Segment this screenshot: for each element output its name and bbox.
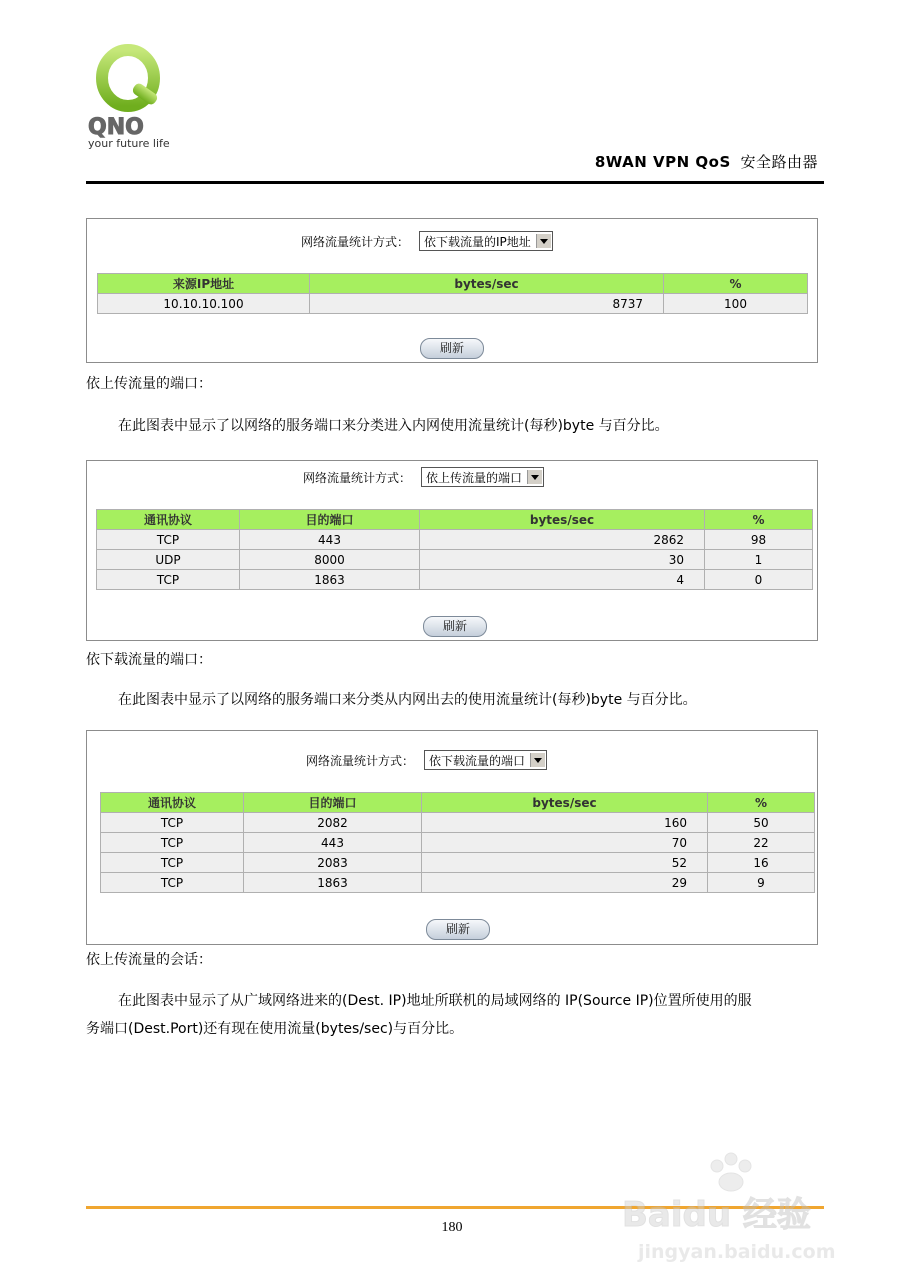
cell-percent: 1 xyxy=(705,550,813,570)
refresh-button[interactable]: 刷新 xyxy=(420,338,484,359)
table-row xyxy=(101,813,815,833)
cell-bytes: 52 xyxy=(422,853,708,873)
column-header: 来源IP地址 xyxy=(98,274,310,294)
cell-port: 8000 xyxy=(240,550,420,570)
column-header: 通讯协议 xyxy=(97,510,240,530)
qno-logo xyxy=(88,42,178,152)
cell-percent: 22 xyxy=(708,833,815,853)
method-label: 网络流量统计方式： xyxy=(301,234,410,249)
chevron-down-icon[interactable] xyxy=(527,470,542,484)
svg-text:Baidu 经验: Baidu 经验 xyxy=(622,1195,811,1235)
column-header: % xyxy=(705,510,813,530)
cell-bytes: 70 xyxy=(422,833,708,853)
svg-text:jingyan.baidu.com: jingyan.baidu.com xyxy=(638,1241,836,1263)
stats-table xyxy=(97,273,808,314)
column-header: 目的端口 xyxy=(244,793,422,813)
cell-percent: 50 xyxy=(708,813,815,833)
cell-bytes: 30 xyxy=(420,550,705,570)
table-row xyxy=(101,833,815,853)
method-label: 网络流量统计方式： xyxy=(303,470,412,485)
cell-bytes: 29 xyxy=(422,873,708,893)
cell-port: 1863 xyxy=(244,873,422,893)
section-heading: 依上传流量的端口： xyxy=(86,376,212,392)
cell-protocol: TCP xyxy=(101,833,244,853)
stats-table xyxy=(96,509,813,590)
refresh-button[interactable]: 刷新 xyxy=(423,616,487,637)
method-select[interactable]: 依下载流量的端口 xyxy=(424,750,547,770)
cell-percent: 9 xyxy=(708,873,815,893)
column-header: 通讯协议 xyxy=(101,793,244,813)
cell-percent: 0 xyxy=(705,570,813,590)
method-select[interactable]: 依上传流量的端口 xyxy=(421,467,544,487)
cell-bytes: 4 xyxy=(420,570,705,590)
baidu-watermark xyxy=(616,1150,856,1270)
header-rule xyxy=(86,181,824,184)
table-row xyxy=(97,550,813,570)
cell-protocol: TCP xyxy=(101,873,244,893)
cell-bytes: 8737 xyxy=(310,294,664,314)
traffic-panel-ip-download xyxy=(86,218,818,363)
cell-port: 443 xyxy=(244,833,422,853)
cell-protocol: UDP xyxy=(97,550,240,570)
stats-table xyxy=(100,792,815,893)
section-paragraph: 在此图表中显示了以网络的服务端口来分类从内网出去的使用流量统计(每秒)byte 与百分比。 xyxy=(118,692,697,708)
cell-protocol: TCP xyxy=(97,570,240,590)
cell-bytes: 160 xyxy=(422,813,708,833)
chevron-down-icon[interactable] xyxy=(530,753,545,767)
cell-percent: 100 xyxy=(664,294,808,314)
column-header: bytes/sec xyxy=(310,274,664,294)
column-header: bytes/sec xyxy=(420,510,705,530)
cell-port: 2083 xyxy=(244,853,422,873)
cell-percent: 98 xyxy=(705,530,813,550)
cell-source-ip: 10.10.10.100 xyxy=(98,294,310,314)
method-select[interactable]: 依下载流量的IP地址 xyxy=(419,231,553,251)
document-title: 8WAN VPN QoS 安全路由器 xyxy=(594,153,818,171)
section-paragraph-line2: 务端口(Dest.Port)还有现在使用流量(bytes/sec)与百分比。 xyxy=(86,1021,464,1037)
column-header: % xyxy=(708,793,815,813)
refresh-button[interactable]: 刷新 xyxy=(426,919,490,940)
column-header: % xyxy=(664,274,808,294)
section-heading: 依上传流量的会话： xyxy=(86,952,212,968)
cell-bytes: 2862 xyxy=(420,530,705,550)
table-row xyxy=(97,570,813,590)
section-paragraph-line1: 在此图表中显示了从广域网络进来的(Dest. IP)地址所联机的局域网络的 IP(Source IP)位置所使用的服 xyxy=(118,993,752,1009)
svg-text:QNO: QNO xyxy=(88,115,144,140)
cell-protocol: TCP xyxy=(101,853,244,873)
cell-protocol: TCP xyxy=(101,813,244,833)
table-row xyxy=(97,530,813,550)
traffic-panel-port-upload xyxy=(86,460,818,641)
logo-tagline: your future life xyxy=(88,137,170,150)
table-header-row xyxy=(98,274,808,294)
table-header-row xyxy=(101,793,815,813)
chevron-down-icon[interactable] xyxy=(536,234,551,248)
cell-protocol: TCP xyxy=(97,530,240,550)
column-header: 目的端口 xyxy=(240,510,420,530)
table-row xyxy=(98,294,808,314)
cell-percent: 16 xyxy=(708,853,815,873)
cell-port: 443 xyxy=(240,530,420,550)
cell-port: 2082 xyxy=(244,813,422,833)
table-row xyxy=(101,853,815,873)
section-heading: 依下载流量的端口： xyxy=(86,652,212,668)
table-header-row xyxy=(97,510,813,530)
method-label: 网络流量统计方式： xyxy=(306,753,415,768)
table-row xyxy=(101,873,815,893)
page-number: 180 xyxy=(441,1220,463,1235)
column-header: bytes/sec xyxy=(422,793,708,813)
cell-port: 1863 xyxy=(240,570,420,590)
section-paragraph: 在此图表中显示了以网络的服务端口来分类进入内网使用流量统计(每秒)byte 与百分比。 xyxy=(118,418,669,434)
traffic-panel-port-download xyxy=(86,730,818,945)
